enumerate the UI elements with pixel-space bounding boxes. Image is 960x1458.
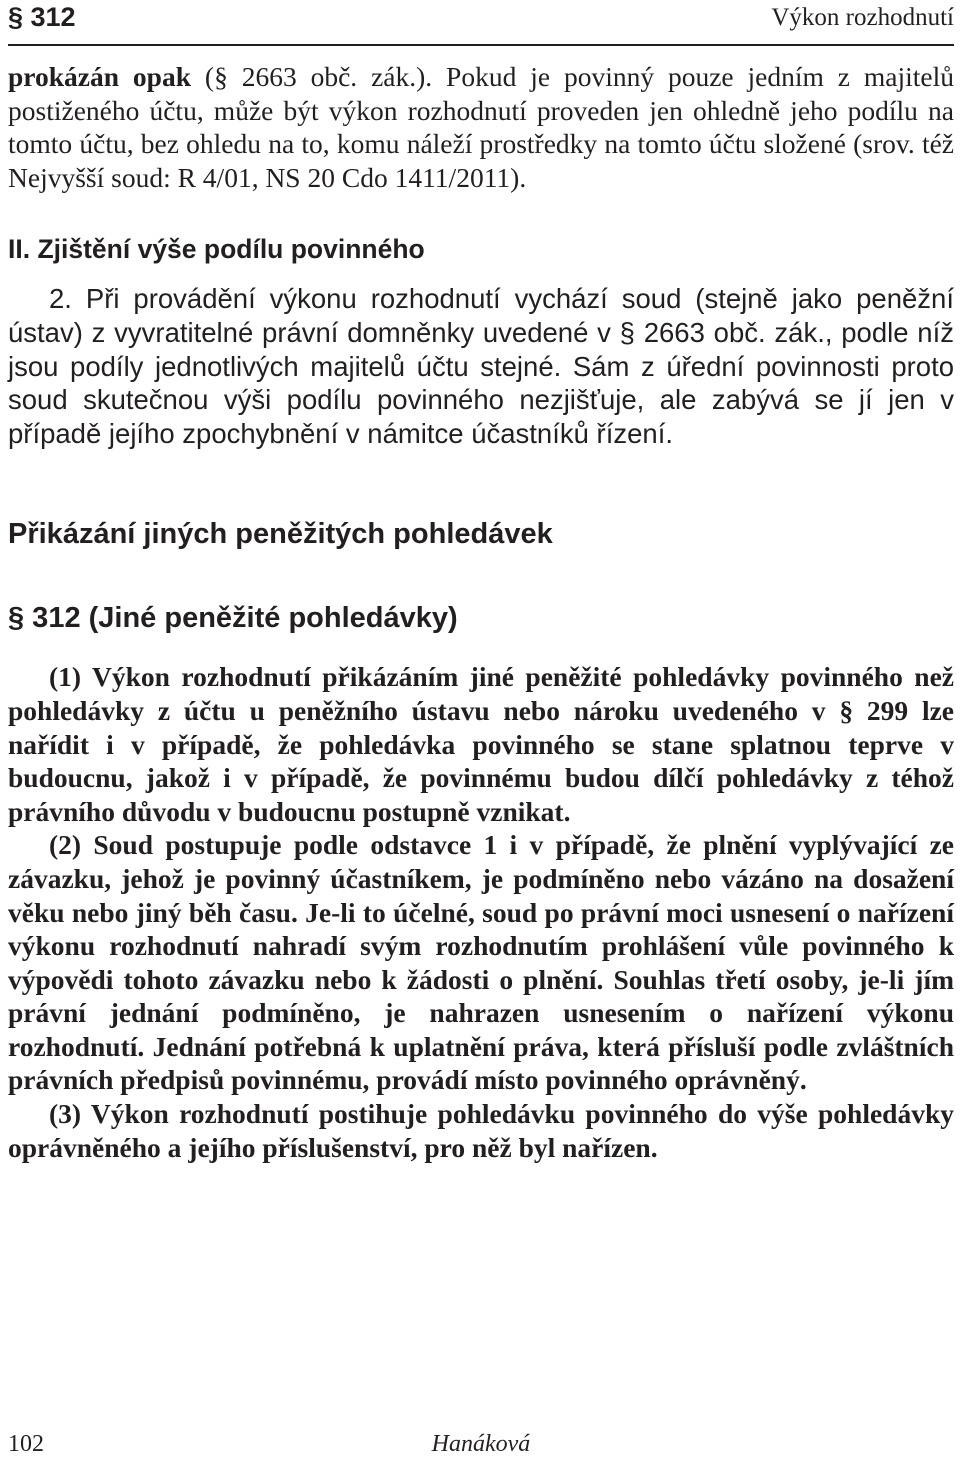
continued-text: (§ 2663 obč. zák.). Pokud je povinný pouze jedním z majitelů postiženého účtu, může být výkon rozhodnutí proveden jen ohledně jeho podílu na tomto účtu, bez ohledu na to, komu náleží prostředky na tomto účtu složené (srov. též Nejvyšší soud: R 4/01, NS 20 Cdo 1411/2011). [8, 61, 954, 193]
commentary-paragraph: 2. Při provádění výkonu rozhodnutí vychází soud (stejně jako peněžní ústav) z vyvratitelné právní domněnky uvedené v § 2663 obč. zák., podle níž jsou podíly jednotlivých majitelů účtu stejné. Sám z úřední povinnosti proto soud skutečnou výši podílu povinného nezjišťuje, ale zabývá se jí jen v případě jejího zpochybnění v námitce účastníků řízení. [8, 283, 954, 449]
statute-paragraph-2: (2) Soud postupuje podle odstavce 1 i v případě, že plnění vyplývající ze závazku, jehož je povinný účastníkem, je podmíněno nebo vázáno na dosažení věku nebo jiný běh času. Je-li to účelné, soud po právní moci usnesení o nařízení výkonu rozhodnutí nahradí svým rozhodnutím prohlášení vůle povinného k výpovědi tohoto závazku nebo k žádosti o plnění. Souhlas třetí osoby, je-li jím právní jednání podmíněno, je nahrazen usnesením o nařízení výkonu rozhodnutí. Jednání potřebná k uplatnění práva, která přísluší podle zvláštních právních předpisů povinnému, provádí místo povinného oprávněný. [8, 829, 954, 1096]
running-title: Výkon rozhodnutí [771, 4, 954, 31]
statute-paragraph-3: (3) Výkon rozhodnutí postihuje pohledávku povinného do výše pohledávky oprávněného a jejího příslušenství, pro něž byl nařízen. [8, 1098, 954, 1163]
chapter-heading: Přikázání jiných peněžitých pohledávek [8, 518, 553, 551]
statute-paragraph-1: (1) Výkon rozhodnutí přikázáním jiné peněžité pohledávky povinného než pohledávky z účtu u peněžního ústavu nebo nároku uvedeného v § 299 lze nařídit i v případě, že pohledávka povinného se stane splatnou teprve v budoucnu, jakož i v případě, že povinnému budou dílčí pohledávky z téhož právního důvodu v budoucnu postupně vznikat. [8, 661, 954, 827]
subsection-heading: II. Zjištění výše podílu povinného [8, 234, 425, 265]
continued-bold-text: prokázán opak [8, 61, 192, 92]
section-heading: § 312 (Jiné peněžité pohledávky) [8, 602, 458, 635]
page-number: 102 [8, 1431, 44, 1457]
page-header [8, 0, 954, 44]
header-section-number: § 312 [8, 2, 76, 32]
continued-paragraph [8, 60, 954, 194]
header-rule [8, 44, 954, 46]
footer-author: Hanáková [431, 1431, 531, 1457]
page-body [8, 60, 954, 1164]
page-footer [8, 1417, 954, 1457]
